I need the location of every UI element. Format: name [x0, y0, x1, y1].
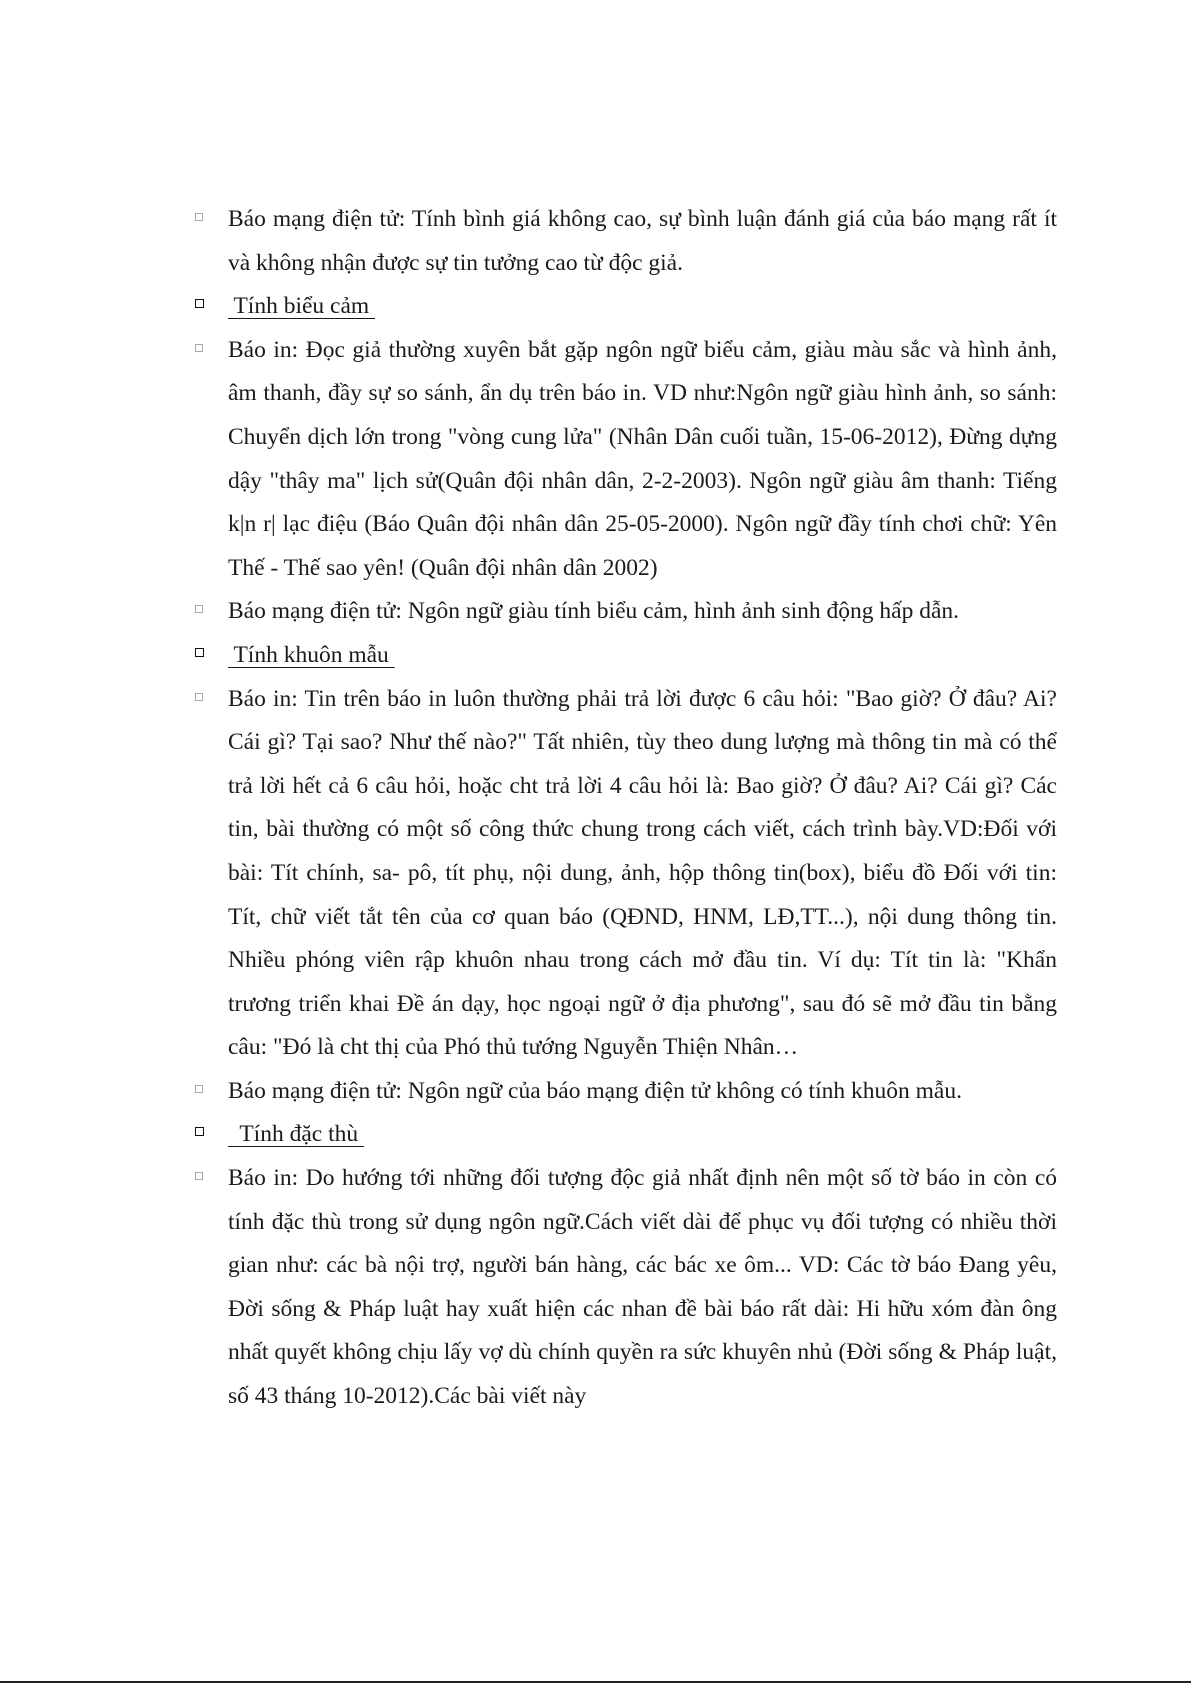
list-item [195, 198, 1057, 285]
checkbox-bullet-icon [195, 344, 203, 352]
document-body [195, 198, 1057, 1419]
paragraph-text: Báo mạng điện tử: Tính bình giá không cao, sự bình luận đánh giá của báo mạng rất ít và không nhận được sự tin tưởng cao từ độc giả. [228, 206, 1057, 276]
paragraph-text: Báo mạng điện tử: Ngôn ngữ giàu tính biểu cảm, hình ảnh sinh động hấp dẫn. [228, 598, 960, 625]
square-bullet-icon [195, 299, 204, 308]
list-item [195, 678, 1057, 1070]
heading-text: Tính biểu cảm [228, 293, 376, 320]
heading-text: Tính đặc thù [228, 1121, 364, 1148]
section-heading [195, 634, 1057, 678]
checkbox-bullet-icon [195, 693, 203, 701]
checkbox-bullet-icon [195, 605, 203, 613]
checkbox-bullet-icon [195, 1172, 203, 1180]
paragraph-text: Báo in: Do hướng tới những đối tượng độc giả nhất định nên một số tờ báo in còn có tính đặc thù trong sử dụng ngôn ngữ.Cách viết dài để phục vụ đối tượng có nhiều thời gian như: các bà nội trợ, người bán hàng, các bác xe ôm... VD: Các tờ báo Đang yêu, Đời sống & Pháp luật hay xuất hiện các nhan đề bài báo rất dài: Hi hữu xóm đàn ông nhất quyết không chịu lấy vợ dù chính quyền ra sức khuyên nhủ (Đời sống & Pháp luật, số 43 tháng 10-2012).Các bài viết này [228, 1165, 1057, 1410]
heading-text: Tính khuôn mẫu [228, 641, 395, 668]
list-item [195, 590, 1057, 634]
checkbox-bullet-icon [195, 1085, 203, 1093]
square-bullet-icon [195, 648, 204, 657]
paragraph-text: Báo in: Đọc giả thường xuyên bắt gặp ngôn ngữ biểu cảm, giàu màu sắc và hình ảnh, âm thanh, đầy sự so sánh, ẩn dụ trên báo in. VD như:Ngôn ngữ giàu hình ảnh, so sánh: Chuyển dịch lớn trong "vòng cung lửa" (Nhân Dân cuối tuần, 15-06-2012), Đừng dựng dậy "thây ma" lịch sử(Quân đội nhân dân, 2-2-2003). Ngôn ngữ giàu âm thanh: Tiếng k|n r| lạc điệu (Báo Quân đội nhân dân 25-05-2000). Ngôn ngữ đầy tính chơi chữ: Yên Thế - Thế sao yên! (Quân đội nhân dân 2002) [228, 336, 1057, 581]
page-bottom-rule [0, 1681, 1191, 1683]
paragraph-text: Báo mạng điện tử: Ngôn ngữ của báo mạng điện tử không có tính khuôn mẫu. [228, 1077, 962, 1104]
list-item [195, 1070, 1057, 1114]
list-item [195, 329, 1057, 591]
checkbox-bullet-icon [195, 213, 203, 221]
list-item [195, 1157, 1057, 1419]
section-heading [195, 285, 1057, 329]
paragraph-text: Báo in: Tin trên báo in luôn thường phải trả lời được 6 câu hỏi: "Bao giờ? Ở đâu? Ai? Cái gì? Tại sao? Như thế nào?" Tất nhiên, tùy theo dung lượng mà thông tin mà có thể trả lời hết cả 6 câu hỏi, hoặc cht trả lời 4 câu hỏi là: Bao giờ? Ở đâu? Ai? Cái gì? Các tin, bài thường có một số công thức chung trong cách viết, cách trình bày.VD:Đối với bài: Tít chính, sa- pô, tít phụ, nội dung, ảnh, hộp thông tin(box), biểu đồ Đối với tin: Tít, chữ viết tắt tên của cơ quan báo (QĐND, HNM, LĐ,TT...), nội dung thông tin. Nhiều phóng viên rập khuôn nhau trong cách mở đầu tin. Ví dụ: Tít tin là: "Khẩn trương triển khai Đề án dạy, học ngoại ngữ ở địa phương", sau đó sẽ mở đầu tin bằng câu: "Đó là cht thị của Phó thủ tướng Nguyễn Thiện Nhân… [228, 685, 1057, 1061]
square-bullet-icon [195, 1127, 204, 1136]
section-heading [195, 1113, 1057, 1157]
